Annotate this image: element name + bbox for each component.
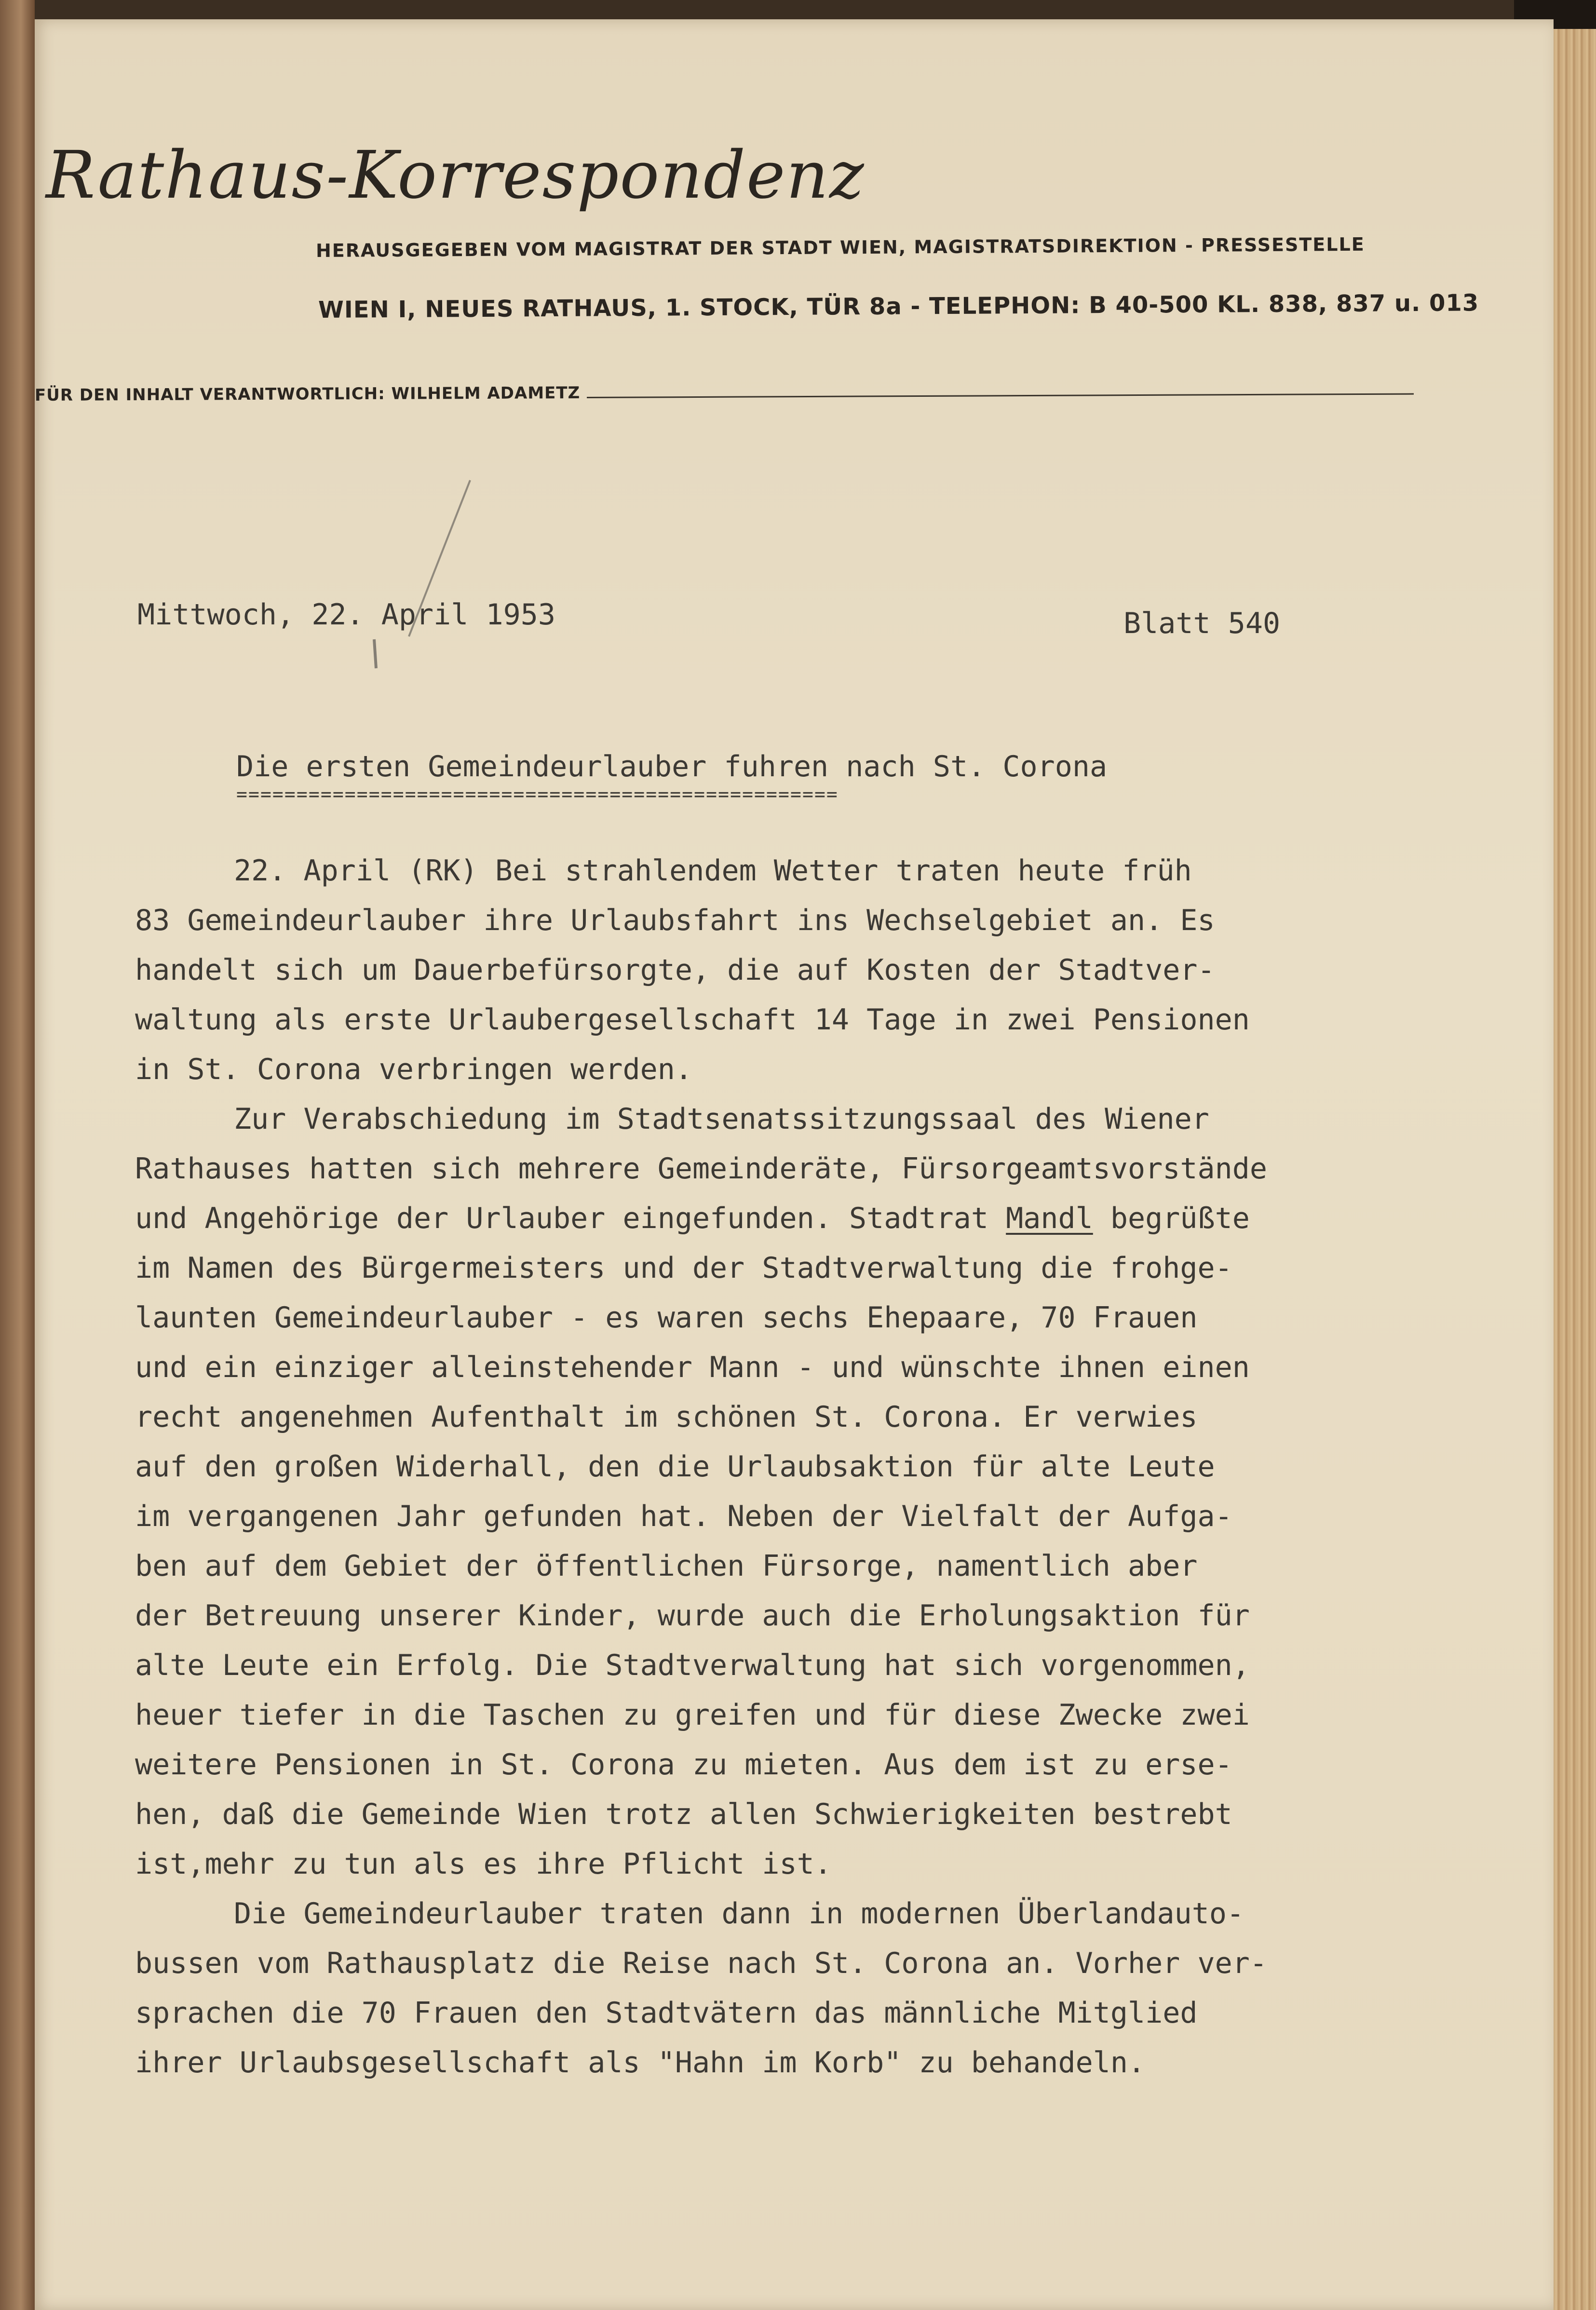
body-line: im Namen des Bürgermeisters und der Stadtverwaltung die frohge- <box>135 1251 1232 1285</box>
body-line: der Betreuung unserer Kinder, wurde auch die Erholungsaktion für <box>135 1599 1250 1633</box>
underlined-name-mandl: Mandl <box>1006 1202 1093 1235</box>
body-line: im vergangenen Jahr gefunden hat. Neben der Vielfalt der Aufga- <box>135 1499 1232 1533</box>
article-body <box>135 846 1466 2088</box>
masthead-title: Rathaus-Korrespondenz <box>46 137 865 214</box>
body-line <box>135 1194 1466 1243</box>
body-fragment: begrüßte <box>1093 1202 1250 1235</box>
body-line: ist,mehr zu tun als es ihre Pflicht ist. <box>135 1847 832 1881</box>
body-line: und ein einziger alleinstehender Mann - und wünschte ihnen einen <box>135 1351 1250 1384</box>
body-line: heuer tiefer in die Taschen zu greifen und für diese Zwecke zwei <box>135 1698 1250 1732</box>
body-line: recht angenehmen Aufenthalt im schönen St. Corona. Er verwies <box>135 1400 1198 1434</box>
body-line: in St. Corona verbringen werden. <box>135 1053 692 1086</box>
pencil-mark <box>366 477 482 680</box>
masthead-address: WIEN I, NEUES RATHAUS, 1. STOCK, TÜR 8a - TELEPHON: B 40-500 KL. 838, 837 u. 013 <box>318 289 1479 324</box>
body-line: weitere Pensionen in St. Corona zu mieten. Aus dem ist zu erse- <box>135 1748 1232 1782</box>
body-line: Rathauses hatten sich mehrere Gemeinderäte, Fürsorgeamtsvorstände <box>135 1152 1267 1186</box>
article-headline: Die ersten Gemeindeurlauber fuhren nach St. Corona <box>236 750 1108 784</box>
responsible-editor: FÜR DEN INHALT VERANTWORTLICH: WILHELM ADAMETZ <box>34 383 581 405</box>
sheet-number: Blatt 540 <box>1123 607 1281 640</box>
body-line: sprachen die 70 Frauen den Stadtvätern das männliche Mitglied <box>135 1996 1198 2030</box>
body-line: Zur Verabschiedung im Stadtsenatssitzungssaal des Wiener <box>234 1102 1209 1136</box>
issue-date: Mittwoch, 22. April 1953 <box>137 598 555 632</box>
body-line: 22. April (RK) Bei strahlendem Wetter traten heute früh <box>234 854 1192 888</box>
headline-double-underline: ================================================== <box>236 784 839 805</box>
masthead-publisher: HERAUSGEGEBEN VOM MAGISTRAT DER STADT WIEN, MAGISTRATSDIREKTION - PRESSESTELLE <box>315 233 1365 261</box>
body-line: handelt sich um Dauerbefürsorgte, die auf Kosten der Stadtver- <box>135 953 1215 987</box>
body-line: alte Leute ein Erfolg. Die Stadtverwaltung hat sich vorgenommen, <box>135 1648 1250 1682</box>
body-line: 83 Gemeindeurlauber ihre Urlaubsfahrt ins Wechselgebiet an. Es <box>135 904 1215 937</box>
page-stack-edge <box>1554 29 1596 2310</box>
body-line: Die Gemeindeurlauber traten dann in modernen Überlandauto- <box>234 1897 1244 1931</box>
body-line: ben auf dem Gebiet der öffentlichen Fürsorge, namentlich aber <box>135 1549 1198 1583</box>
body-line: hen, daß die Gemeinde Wien trotz allen Schwierigkeiten bestrebt <box>135 1797 1232 1831</box>
body-line: launten Gemeindeurlauber - es waren sechs Ehepaare, 70 Frauen <box>135 1301 1198 1335</box>
body-line: auf den großen Widerhall, den die Urlaubsaktion für alte Leute <box>135 1450 1215 1484</box>
body-line: bussen vom Rathausplatz die Reise nach St. Corona an. Vorher ver- <box>135 1946 1267 1980</box>
masthead-rule <box>587 393 1414 398</box>
body-line: ihrer Urlaubsgesellschaft als "Hahn im Korb" zu behandeln. <box>135 2046 1146 2080</box>
body-line: waltung als erste Urlaubergesellschaft 14 Tage in zwei Pensionen <box>135 1003 1250 1037</box>
body-fragment: und Angehörige der Urlauber eingefunden. Stadtrat <box>135 1202 1006 1235</box>
binder-cover <box>0 0 35 2310</box>
